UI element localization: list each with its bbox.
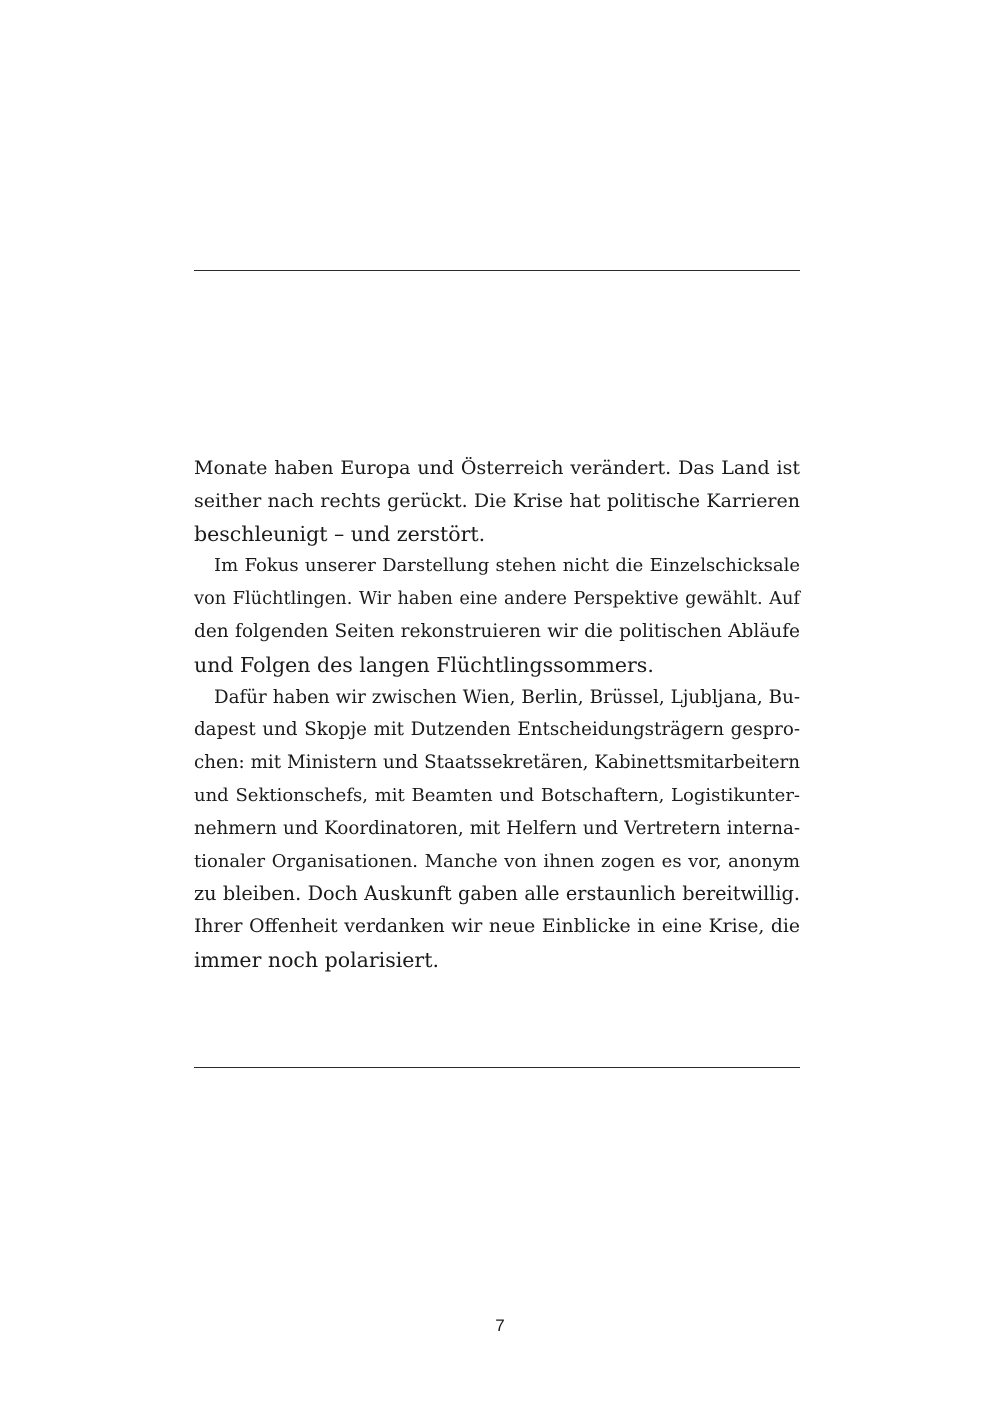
- text-line: Dafür haben wir zwischen Wien, Berlin, Brüssel, Ljubljana, Bu-: [214, 686, 800, 708]
- text-line: den folgenden Seiten rekonstruieren wir die politischen Abläufe: [194, 620, 800, 642]
- body-text: [194, 452, 800, 977]
- text-line: nehmern und Koordinatoren, mit Helfern und Vertretern interna-: [194, 817, 800, 839]
- bottom-rule: [194, 1067, 800, 1068]
- text-line: chen: mit Ministern und Staatssekretären, Kabinettsmitarbeitern: [194, 752, 800, 774]
- text-line: Ihrer Offenheit verdanken wir neue Einblicke in eine Krise, die: [194, 916, 800, 938]
- text-line: beschleunigt – und zerstört.: [194, 521, 486, 546]
- text-line: dapest und Skopje mit Dutzenden Entscheidungsträgern gespro-: [194, 719, 800, 741]
- page-number: 7: [495, 1316, 505, 1335]
- text-line: zu bleiben. Doch Auskunft gaben alle erstaunlich bereitwillig.: [194, 882, 800, 906]
- text-line: immer noch polarisiert.: [194, 947, 439, 972]
- text-line: und Folgen des langen Flüchtlingssommers.: [194, 652, 654, 677]
- top-rule: [194, 270, 800, 271]
- text-line: tionaler Organisationen. Manche von ihnen zogen es vor, anonym: [194, 850, 800, 872]
- text-line: seither nach rechts gerückt. Die Krise hat politische Karrieren: [194, 489, 800, 512]
- text-line: Monate haben Europa und Österreich verändert. Das Land ist: [194, 457, 800, 479]
- text-line: und Sektionschefs, mit Beamten und Botschaftern, Logistikunter-: [194, 784, 800, 806]
- text-line: von Flüchtlingen. Wir haben eine andere Perspektive gewählt. Auf: [194, 589, 800, 610]
- text-line: Im Fokus unserer Darstellung stehen nicht die Einzelschicksale: [214, 555, 800, 577]
